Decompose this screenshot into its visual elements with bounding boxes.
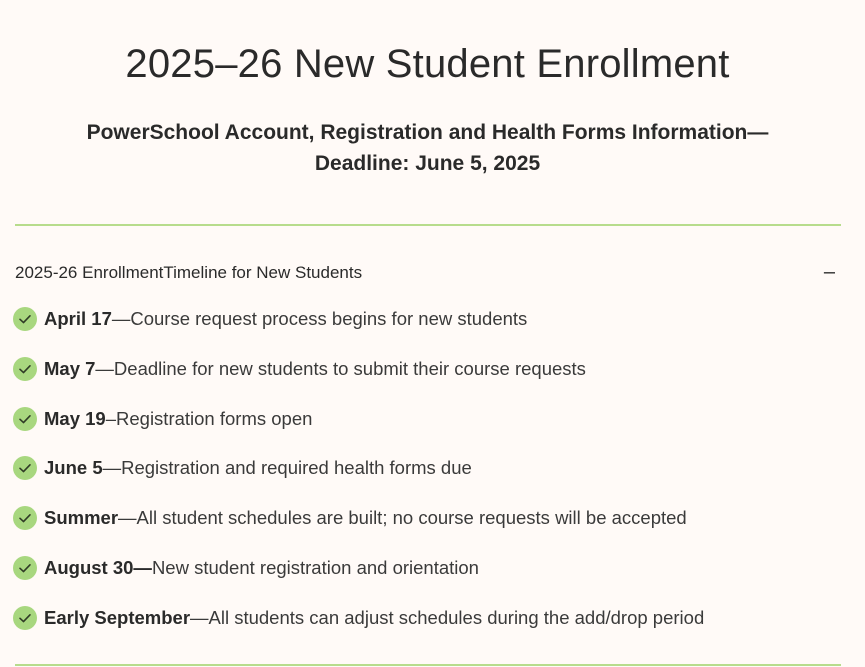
check-circle-icon [13,606,37,630]
timeline-item-date: August 30— [44,556,152,578]
check-circle-icon [13,506,37,530]
timeline-item-date: May 19 [44,407,106,429]
timeline-item-date: Early September [44,606,191,628]
check-circle-icon [13,456,37,480]
collapse-minus-icon[interactable]: – [823,261,835,283]
timeline-item-text [44,405,312,433]
check-circle-icon [13,307,37,331]
timeline-item-date: June 5 [44,457,103,479]
timeline-list [13,305,843,654]
check-circle-icon [13,357,37,381]
timeline-item [13,454,843,504]
timeline-item-description: —All student schedules are built; no course requests will be accepted [118,507,687,529]
timeline-item-description: –Registration forms open [105,407,313,429]
timeline-item-description: —Course request process begins for new students [111,308,528,329]
timeline-item-text [44,355,586,383]
timeline-item-description: —All students can adjust schedules during the add/drop period [190,606,705,628]
timeline-item-description: —Registration and required health forms due [102,457,472,479]
timeline-item-text [44,454,472,482]
top-divider [15,224,841,226]
page-subtitle [0,117,855,179]
timeline-item-date: Summer [44,507,119,529]
timeline-item [13,405,843,455]
timeline-item [13,355,843,405]
subtitle-line-2: Deadline: June 5, 2025 [314,152,541,175]
timeline-item-text [44,554,479,582]
timeline-item-date: April 17 [44,308,112,329]
timeline-item-text [44,305,527,333]
subtitle-line-1: PowerSchool Account, Registration and Health Forms Information— [86,121,769,144]
timeline-item-date: May 7 [44,357,96,379]
timeline-item [13,504,843,554]
timeline-item-description: New student registration and orientation [151,556,479,578]
timeline-item-description: —Deadline for new students to submit their course requests [95,357,586,379]
accordion-title[interactable]: 2025-26 EnrollmentTimeline for New Students [15,263,363,282]
timeline-item [13,554,843,604]
bottom-divider [15,664,841,666]
accordion-header[interactable] [15,258,841,290]
timeline-item-text [44,504,687,532]
check-circle-icon [13,407,37,431]
page-title: 2025–26 New Student Enrollment [125,42,730,86]
timeline-item [13,305,843,355]
check-circle-icon [13,556,37,580]
timeline-item-text [44,604,704,632]
timeline-item [13,604,843,654]
